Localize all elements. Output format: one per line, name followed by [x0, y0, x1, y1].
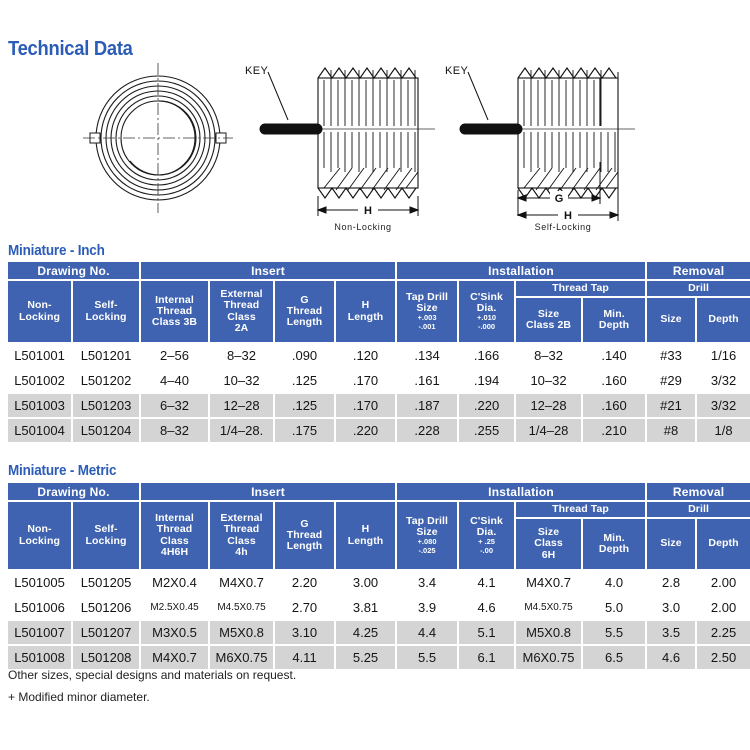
cell: 4.0 [583, 571, 645, 594]
cell: 8–32 [516, 344, 581, 367]
cell: L501208 [73, 646, 139, 669]
cell: .161 [397, 369, 457, 392]
self-locking-insert-diagram [440, 50, 655, 240]
cell: L501205 [73, 571, 139, 594]
cell: #33 [647, 344, 695, 367]
cell: L501008 [8, 646, 71, 669]
table-row [8, 394, 750, 417]
cell: .170 [336, 369, 395, 392]
key-label-self-locking: KEY [445, 65, 469, 77]
cell: #8 [647, 419, 695, 442]
group-header-drawing-no: Drawing No. [8, 262, 139, 279]
table-row [8, 369, 750, 392]
cell: M5X0.8 [516, 621, 581, 644]
col-header-drill-depth: Depth [697, 298, 750, 342]
cell: L501002 [8, 369, 71, 392]
col-header-external-thread-class: External Thread Class 4h [210, 502, 273, 569]
cell: L501202 [73, 369, 139, 392]
cell: 3.9 [397, 596, 457, 619]
table-row [8, 344, 750, 367]
cell: .166 [459, 344, 514, 367]
subgroup-header-thread-tap: Thread Tap [516, 502, 645, 517]
col-header-thread-tap-size-class: Size Class 2B [516, 298, 581, 342]
cell: M4.5X0.75 [210, 596, 273, 619]
cell: M5X0.8 [210, 621, 273, 644]
col-header-external-thread-class: External Thread Class 2A [210, 281, 273, 342]
cell: .255 [459, 419, 514, 442]
cell: 1/4–28 [516, 419, 581, 442]
cell: 2.70 [275, 596, 334, 619]
cell: L501206 [73, 596, 139, 619]
col-header-drill-depth: Depth [697, 519, 750, 569]
cell: 5.0 [583, 596, 645, 619]
col-header-csink-dia: C'Sink Dia. +.010 -.000 [459, 281, 514, 342]
cell: 10–32 [210, 369, 273, 392]
col-header-drill-size: Size [647, 298, 695, 342]
svg-text:H: H [564, 210, 572, 222]
cell: .140 [583, 344, 645, 367]
cell: 4.6 [647, 646, 695, 669]
svg-text:H: H [364, 205, 372, 217]
cell: 4.25 [336, 621, 395, 644]
key-label-non-locking: KEY [245, 65, 269, 77]
cell: .228 [397, 419, 457, 442]
cell: #21 [647, 394, 695, 417]
cell: 5.5 [583, 621, 645, 644]
cell: M2X0.4 [141, 571, 208, 594]
cell: L501201 [73, 344, 139, 367]
cell: 1/16 [697, 344, 750, 367]
subgroup-header-drill: Drill [647, 281, 750, 296]
cell: 5.1 [459, 621, 514, 644]
cell: 3/32 [697, 394, 750, 417]
cell: L501005 [8, 571, 71, 594]
cell: 6.1 [459, 646, 514, 669]
subgroup-header-row [8, 502, 750, 517]
group-header-installation: Installation [397, 483, 645, 500]
cell: M4X0.7 [516, 571, 581, 594]
cell: 2.20 [275, 571, 334, 594]
cell: 2.00 [697, 596, 750, 619]
cell: 1/4–28. [210, 419, 273, 442]
subgroup-header-drill: Drill [647, 502, 750, 517]
subgroup-header-thread-tap: Thread Tap [516, 281, 645, 296]
table-row [8, 621, 750, 644]
col-header-tap-drill-size: Tap Drill Size +.003 -.001 [397, 281, 457, 342]
diagram-panel [0, 40, 750, 240]
cell: 1/8 [697, 419, 750, 442]
cell: L501204 [73, 419, 139, 442]
col-header-thread-tap-size-class: Size Class 6H [516, 519, 581, 569]
cell: L501006 [8, 596, 71, 619]
cell: M6X0.75 [210, 646, 273, 669]
cross-section-front-view [78, 58, 238, 218]
cell: 2.25 [697, 621, 750, 644]
cell: L501003 [8, 394, 71, 417]
col-header-h-length: H Length [336, 502, 395, 569]
table-miniature-metric [6, 481, 750, 671]
table-row [8, 646, 750, 669]
cell: 3.4 [397, 571, 457, 594]
table-row [8, 571, 750, 594]
cell: 4.4 [397, 621, 457, 644]
group-header-row [8, 483, 750, 500]
cell: M4X0.7 [210, 571, 273, 594]
cell: 2–56 [141, 344, 208, 367]
subgroup-header-row [8, 281, 750, 296]
cell: 4.1 [459, 571, 514, 594]
col-header-non-locking: Non- Locking [8, 281, 71, 342]
group-header-insert: Insert [141, 262, 395, 279]
col-header-non-locking: Non- Locking [8, 502, 71, 569]
group-header-installation: Installation [397, 262, 645, 279]
cell: .220 [336, 419, 395, 442]
cell: 4.6 [459, 596, 514, 619]
cell: 10–32 [516, 369, 581, 392]
col-header-g-thread-length: G Thread Length [275, 502, 334, 569]
cell: 3.10 [275, 621, 334, 644]
non-locking-caption: Non-Locking [334, 222, 392, 232]
col-header-self-locking: Self- Locking [73, 281, 139, 342]
cell: .170 [336, 394, 395, 417]
group-header-removal: Removal [647, 262, 750, 279]
table-miniature-inch [6, 260, 750, 444]
col-header-g-thread-length: G Thread Length [275, 281, 334, 342]
col-header-csink-dia: C'Sink Dia. + .25 -.00 [459, 502, 514, 569]
cell: .187 [397, 394, 457, 417]
col-header-h-length: H Length [336, 281, 395, 342]
section-title-metric: Miniature - Metric [8, 463, 117, 479]
cell: 3.0 [647, 596, 695, 619]
col-header-internal-thread-class: Internal Thread Class 3B [141, 281, 208, 342]
cell: 12–28 [210, 394, 273, 417]
cell: 5.25 [336, 646, 395, 669]
cell: L501004 [8, 419, 71, 442]
cell: 3/32 [697, 369, 750, 392]
self-locking-caption: Self-Locking [534, 222, 592, 232]
cell: L501001 [8, 344, 71, 367]
cell: .160 [583, 369, 645, 392]
cell: 6.5 [583, 646, 645, 669]
cell: 2.00 [697, 571, 750, 594]
cell: M2.5X0.45 [141, 596, 208, 619]
cell: 6–32 [141, 394, 208, 417]
svg-text:G: G [554, 193, 564, 205]
cell: .194 [459, 369, 514, 392]
cell: L501207 [73, 621, 139, 644]
cell: 8–32 [210, 344, 273, 367]
section-title-inch: Miniature - Inch [8, 243, 105, 259]
page-title: Technical Data [8, 38, 133, 60]
footnote-modified-minor-diameter: + Modified minor diameter. [8, 690, 150, 704]
group-header-drawing-no: Drawing No. [8, 483, 139, 500]
col-header-thread-tap-min-depth: Min. Depth [583, 519, 645, 569]
cell: M3X0.5 [141, 621, 208, 644]
cell: 4.11 [275, 646, 334, 669]
cell: 2.8 [647, 571, 695, 594]
non-locking-insert-diagram [240, 50, 455, 240]
cell: 2.50 [697, 646, 750, 669]
cell: .125 [275, 369, 334, 392]
cell: 12–28 [516, 394, 581, 417]
cell: 3.00 [336, 571, 395, 594]
cell: .210 [583, 419, 645, 442]
cell: .175 [275, 419, 334, 442]
cell: .220 [459, 394, 514, 417]
cell: .090 [275, 344, 334, 367]
col-header-internal-thread-class: Internal Thread Class 4H6H [141, 502, 208, 569]
cell: .134 [397, 344, 457, 367]
cell: 3.5 [647, 621, 695, 644]
group-header-removal: Removal [647, 483, 750, 500]
cell: 5.5 [397, 646, 457, 669]
cell: .125 [275, 394, 334, 417]
group-header-row [8, 262, 750, 279]
col-header-self-locking: Self- Locking [73, 502, 139, 569]
cell: 3.81 [336, 596, 395, 619]
footnote-other-sizes: Other sizes, special designs and materials on request. [8, 668, 297, 682]
cell: M6X0.75 [516, 646, 581, 669]
col-header-tap-drill-size: Tap Drill Size +.080 -.025 [397, 502, 457, 569]
col-header-drill-size: Size [647, 519, 695, 569]
cell: M4X0.7 [141, 646, 208, 669]
table-row [8, 596, 750, 619]
cell: 8–32 [141, 419, 208, 442]
cell: #29 [647, 369, 695, 392]
cell: 4–40 [141, 369, 208, 392]
cell: .160 [583, 394, 645, 417]
col-header-thread-tap-min-depth: Min. Depth [583, 298, 645, 342]
cell: L501007 [8, 621, 71, 644]
cell: .120 [336, 344, 395, 367]
group-header-insert: Insert [141, 483, 395, 500]
table-row [8, 419, 750, 442]
cell: M4.5X0.75 [516, 596, 581, 619]
cell: L501203 [73, 394, 139, 417]
